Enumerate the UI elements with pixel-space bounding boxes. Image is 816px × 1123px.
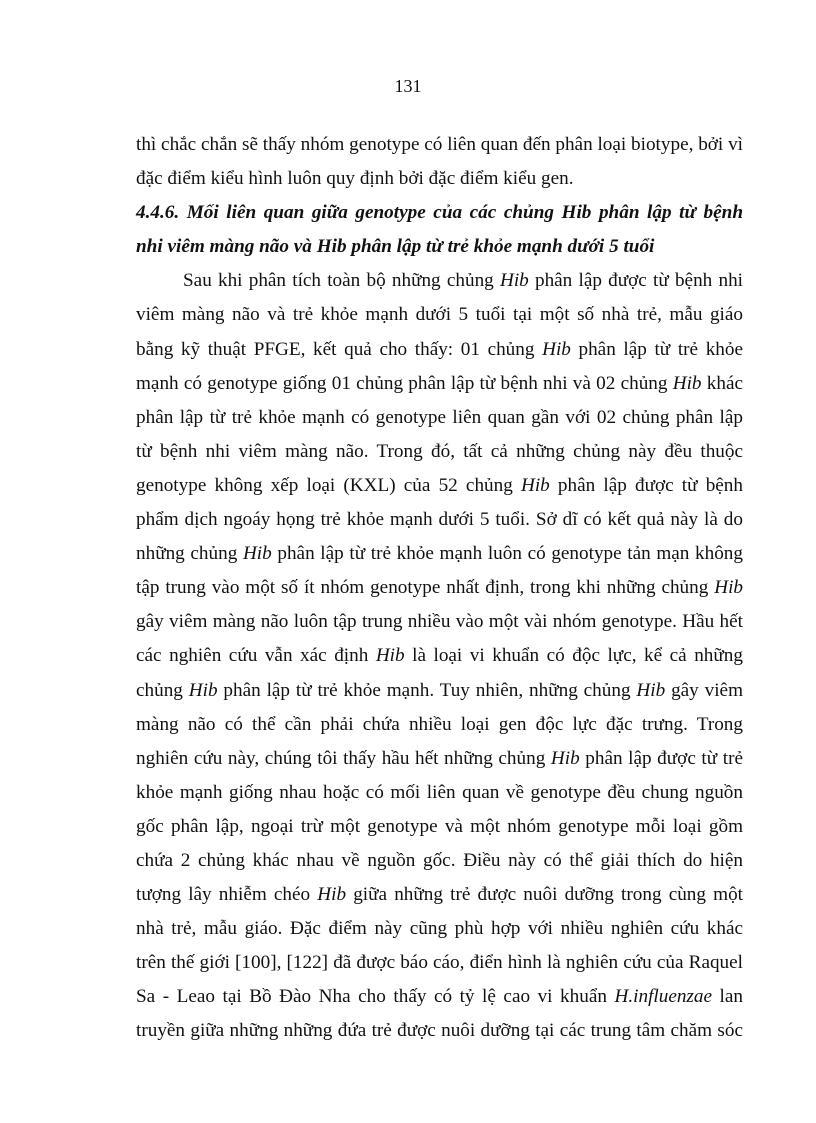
text-line: gây viêm màng não luôn tập trung nhiều vào một vài nhóm genotype. Hầu hết — [136, 611, 743, 633]
text-line: khỏe mạnh giống nhau hoặc có mối liên quan về genotype đều chung nguồn — [136, 781, 743, 803]
text-line: Sa - Leao tại Bồ Đào Nha cho thấy có tỷ lệ cao vi khuẩn H.influenzae lan — [136, 986, 743, 1008]
text-line: đặc điểm kiểu hình luôn quy định bởi đặc điểm kiểu gen. — [136, 168, 574, 190]
text-line: phẩm dịch ngoáy họng trẻ khỏe mạnh dưới 5 tuổi. Sở dĩ có kết quả này là do — [136, 509, 743, 531]
text-line: tập trung vào một số ít nhóm genotype nhất định, trong khi những chủng Hib — [136, 577, 743, 599]
body-paragraph — [136, 264, 743, 1048]
text-line: những chủng Hib phân lập từ trẻ khỏe mạnh luôn có genotype tản mạn không — [136, 543, 743, 565]
text-line: thì chắc chắn sẽ thấy nhóm genotype có liên quan đến phân loại biotype, bởi vì — [136, 134, 743, 155]
text-line: viêm màng não và trẻ khỏe mạnh dưới 5 tuổi tại một số nhà trẻ, mẫu giáo — [136, 304, 743, 326]
text-line: genotype không xếp loại (KXL) của 52 chủng Hib phân lập được từ bệnh — [136, 474, 743, 496]
page-content — [136, 128, 743, 1049]
text-line: chủng Hib phân lập từ trẻ khỏe mạnh. Tuy nhiên, những chủng Hib gây viêm — [136, 679, 743, 701]
text-line: mạnh có genotype giống 01 chủng phân lập từ bệnh nhi và 02 chủng Hib khác — [136, 372, 743, 394]
text-line: nhà trẻ, mẫu giáo. Đặc điểm này cũng phù hợp với nhiều nghiên cứu khác — [136, 918, 743, 940]
text-line: bằng kỹ thuật PFGE, kết quả cho thấy: 01 chủng Hib phân lập từ trẻ khỏe — [136, 338, 743, 360]
text-line: gốc phân lập, ngoại trừ một genotype và một nhóm genotype mỗi loại gồm — [136, 815, 743, 837]
text-line: màng não có thể cần phải chứa nhiều loại gen độc lực đặc trưng. Trong — [136, 713, 743, 735]
intro-paragraph — [136, 128, 743, 196]
heading-line: 4.4.6. Mối liên quan giữa genotype của các chủng Hib phân lập từ bệnh — [136, 202, 743, 224]
text-line: truyền giữa những những đứa trẻ được nuôi dưỡng tại các trung tâm chăm sóc — [136, 1020, 743, 1042]
text-line: chứa 2 chủng khác nhau về nguồn gốc. Điều này có thể giải thích do hiện — [136, 849, 743, 871]
text-line: tượng lây nhiễm chéo Hib giữa những trẻ được nuôi dưỡng trong cùng một — [136, 884, 743, 906]
page-number: 131 — [394, 76, 422, 96]
text-line: Sau khi phân tích toàn bộ những chủng Hib phân lập được từ bệnh nhi — [183, 270, 743, 292]
heading-line: nhi viêm màng não và Hib phân lập từ trẻ khỏe mạnh dưới 5 tuổi — [136, 236, 655, 258]
text-line: từ bệnh nhi viêm màng não. Trong đó, tất cả những chủng này đều thuộc — [136, 440, 743, 462]
text-line: trên thế giới [100], [122] đã được báo cáo, điển hình là nghiên cứu của Raquel — [136, 952, 743, 974]
section-heading — [136, 196, 743, 264]
text-line: phân lập từ trẻ khỏe mạnh có genotype liên quan gần với 02 chủng phân lập — [136, 406, 743, 428]
text-line: nghiên cứu này, chúng tôi thấy hầu hết những chủng Hib phân lập được từ trẻ — [136, 747, 743, 769]
text-line: các nghiên cứu vẫn xác định Hib là loại vi khuẩn có độc lực, kể cả những — [136, 645, 743, 667]
